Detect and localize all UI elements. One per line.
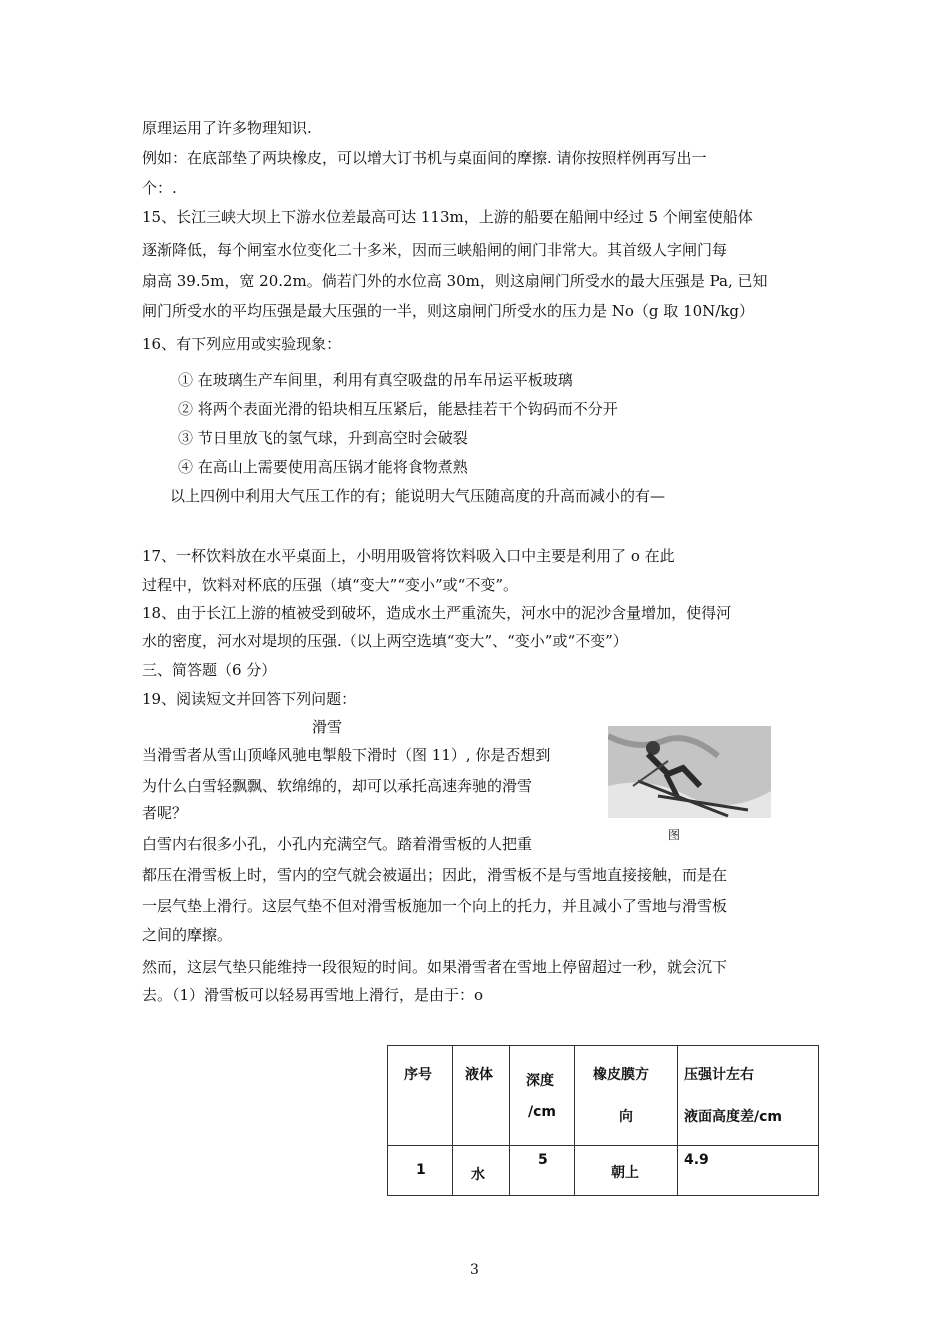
table-header-cell: 向 [619, 1109, 633, 1125]
article-text: 为什么白雪轻飘飘、软绵绵的，却可以承托高速奔驰的滑雪 [142, 777, 533, 795]
photo-caption: 图 [668, 828, 681, 842]
question-16-item-4: ④ 在高山上需要使用高压锅才能将食物煮熟 [178, 458, 468, 476]
table-header-cell: 液体 [465, 1067, 493, 1083]
page-number: 3 [470, 1262, 479, 1278]
article-text: 去。（1）滑雪板可以轻易再雪地上滑行，是由于：o [142, 986, 484, 1004]
question-18-line-2: 水的密度，河水对堤坝的压强.（以上两空选填“变大”、“变小”或“不变”） [142, 632, 628, 650]
article-text: 一层气垫上滑行。这层气垫不但对滑雪板施加一个向上的托力，并且减小了雪地与滑雪板 [142, 897, 728, 915]
question-16-item-3: ③ 节日里放飞的氢气球，升到高空时会破裂 [178, 429, 468, 447]
data-table [387, 1045, 819, 1196]
article-text: 然而，这层气垫只能维持一段很短的时间。如果滑雪者在雪地上停留超过一秒，就会沉下 [142, 958, 728, 976]
table-header-cell: /cm [528, 1104, 556, 1120]
question-15-line-4: 闸门所受水的平均压强是最大压强的一半，则这扇闸门所受水的压力是 No（g 取 10N/kg） [142, 302, 755, 320]
skier-photo [608, 726, 771, 818]
table-cell: 朝上 [611, 1165, 639, 1181]
table-header-cell: 压强计左右 [684, 1067, 754, 1083]
table-header-cell: 序号 [404, 1067, 432, 1083]
table-cell: 4.9 [684, 1152, 709, 1168]
article-text: 当滑雪者从雪山顶峰风驰电掣般下滑时（图 11）, 你是否想到 [142, 746, 551, 764]
question-17-line-1: 17、一杯饮料放在水平桌面上，小明用吸管将饮料吸入口中主要是利用了 o 在此 [142, 547, 675, 565]
article-text: 都压在滑雪板上时，雪内的空气就会被逼出；因此，滑雪板不是与雪地直接接触，而是在 [142, 866, 728, 884]
question-16-prompt: 以上四例中利用大气压工作的有；能说明大气压随高度的升高而减小的有— [170, 487, 666, 505]
question-15-line-1: 15、长江三峡大坝上下游水位差最高可达 113m，上游的船要在船闸中经过 5 个闸室使船体 [142, 208, 753, 226]
article-text: 者呢？ [142, 804, 188, 822]
table-row [388, 1146, 819, 1196]
question-16-item-2: ② 将两个表面光滑的铅块相互压紧后，能悬挂若干个钩码而不分开 [178, 400, 618, 418]
question-16: 16、有下列应用或实验现象： [142, 335, 342, 353]
table-cell: 5 [538, 1152, 548, 1168]
table-header-cell: 深度 [526, 1073, 554, 1089]
table-cell: 1 [416, 1162, 426, 1178]
text-line: 原理运用了许多物理知识. [142, 119, 312, 137]
table-header-cell: 橡皮膜方 [593, 1067, 649, 1083]
table-header-cell: 液面高度差/cm [684, 1109, 782, 1125]
table-cell: 水 [471, 1167, 485, 1183]
question-15-line-2: 逐渐降低，每个闸室水位变化二十多米，因而三峡船闸的闸门非常大。其首级人字闸门每 [142, 241, 728, 259]
question-17-line-2: 过程中，饮料对杯底的压强（填“变大”“变小”或“不变”。 [142, 576, 519, 594]
section-heading: 三、简答题（6 分） [142, 661, 277, 679]
article-text: 白雪内右很多小孔，小孔内充满空气。踏着滑雪板的人把重 [142, 835, 533, 853]
article-text: 之间的摩擦。 [142, 926, 233, 944]
question-19: 19、阅读短文并回答下列问题： [142, 690, 357, 708]
question-15-line-3: 扇高 39.5m，宽 20.2m。倘若门外的水位高 30m，则这扇闸门所受水的最大压强是 Pa, 已知 [142, 272, 768, 290]
question-16-item-1: ① 在玻璃生产车间里，利用有真空吸盘的吊车吊运平板玻璃 [178, 371, 573, 389]
text-line: 个：. [142, 179, 177, 197]
table-header-row [388, 1046, 819, 1146]
text-line: 例如：在底部垫了两块橡皮，可以增大订书机与桌面间的摩擦. 请你按照样例再写出一 [142, 149, 707, 167]
article-title: 滑雪 [312, 718, 343, 736]
question-18-line-1: 18、由于长江上游的植被受到破坏，造成水土严重流失，河水中的泥沙含量增加，使得河 [142, 604, 732, 622]
